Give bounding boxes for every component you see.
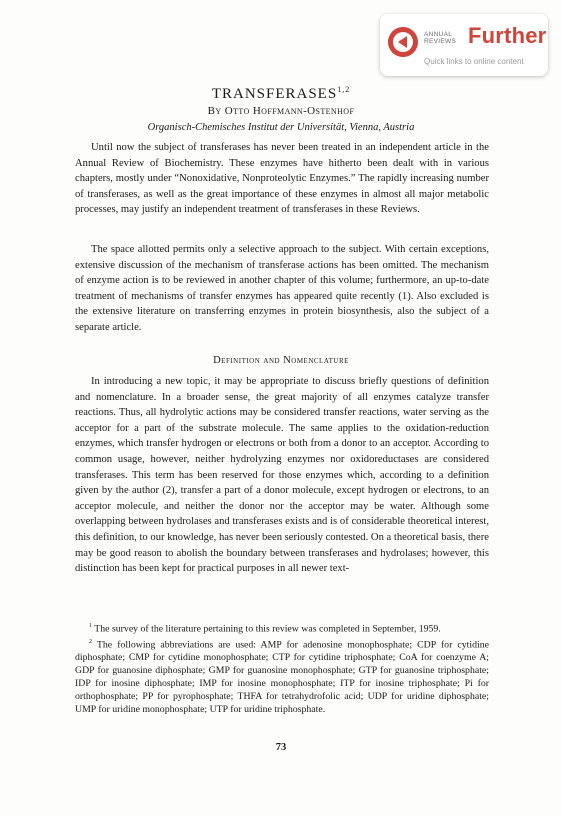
publisher-line-1: ANNUAL xyxy=(424,31,453,38)
further-label: Further xyxy=(468,23,547,48)
paragraph-text: Until now the subject of transferases has never been treated in an independent article in the Annual Review of Biochemistry. These enzymes have hitherto been dealt with in various chapters, mostly under “Nonoxidative, Nonproteolytic Enzymes.” The rapidly increasing number of transferases, as well as the great importance of these enzymes in almost all major metabolic processes, may justify an independent treatment of transferases in these Reviews. xyxy=(75,142,489,216)
further-tagline: Quick links to online content xyxy=(424,57,524,66)
publisher-name xyxy=(424,31,456,45)
footnote-text: The survey of the literature pertaining to this review was completed in September, 1959. xyxy=(94,623,441,635)
page-number: 73 xyxy=(275,742,287,753)
author-line: By Otto Hoffmann-Ostenhof xyxy=(207,105,355,117)
affiliation: Organisch-Chemisches Institut der Universität, Vienna, Austria xyxy=(147,122,415,133)
footnote-2 xyxy=(75,636,489,717)
annual-reviews-further-badge[interactable] xyxy=(380,14,548,76)
article-title-text: TRANSFERASES xyxy=(211,86,338,102)
footnote-1 xyxy=(75,620,489,636)
paragraph-text: The space allotted permits only a selective approach to the subject. With certain exceptions, extensive discussion of the mechanism of transferase actions has been omitted. The mechanism of enzyme action is to be reviewed in another chapter of this volume; furthermore, an up-to-date treatment of mechanisms of transfer enzymes has appeared quite recently (1). Also excluded is the extensive literature on transferring enzymes in protein biosynthesis, also the subject of a separate article. xyxy=(75,244,489,333)
play-arrow-icon xyxy=(386,25,420,59)
title-footnote-marks: 1,2 xyxy=(337,85,351,94)
paragraph-text: In introducing a new topic, it may be appropriate to discuss briefly questions of definition and nomenclature. In a broader sense, the great majority of all enzymes catalyze transfer reactions. Thus, all hydrolytic actions may be considered transfer reactions, water serving as the acceptor for a part of the substrate molecule. The same applies to the oxidation-reduction enzymes, which transfer hydrogen or electrons or both from a donor to an acceptor. According to common usage, however, neither hydrolyzing enzymes nor oxidoreductases are considered transferases. This term has been reserved for those enzymes which, according to a definition given by the author (2), transfer a part of a donor molecule, except hydrogen or electrons, to an acceptor molecule, and neither the donor nor the acceptor may be water. Although some overlapping between hydrolases and transferases exists and is of considerable theoretical interest, this definition, to our knowledge, has never been seriously contested. On a theoretical basis, there may be good reason to abolish the boundary between transferases and hydrolases; however, this distinction has been kept for practical purposes in all newer text- xyxy=(75,376,489,575)
publisher-line-2: REVIEWS xyxy=(424,38,457,45)
footnotes xyxy=(75,620,489,717)
footnote-text: The following abbreviations are used: AMP for adenosine monophosphate; CDP for cytidine diphosphate; CMP for cytidine monophosphate; CTP for cytidine triphosphate; CoA for coenzyme A; GDP for guanosine diphosphate; GMP for guanosine monophosphate; GTP for guanosine triphosphate; IDP for inosine diphosphate; IMP for inosine monophosphate; ITP for inosine triphosphate; Pi for orthophosphate; PP for pyrophosphate; THFA for tetrahydrofolic acid; UDP for uridine diphosphate; UMP for uridine monophosphate; UTP for uridine triphosphate. xyxy=(75,639,489,715)
article-title xyxy=(0,85,562,103)
footnote-mark: 2 xyxy=(89,639,92,646)
body-paragraph-2 xyxy=(75,242,489,336)
section-heading: Definition and Nomenclature xyxy=(213,355,349,366)
body-paragraph-1 xyxy=(75,140,489,218)
body-paragraph-3 xyxy=(75,374,489,577)
footnote-mark: 1 xyxy=(89,623,92,629)
